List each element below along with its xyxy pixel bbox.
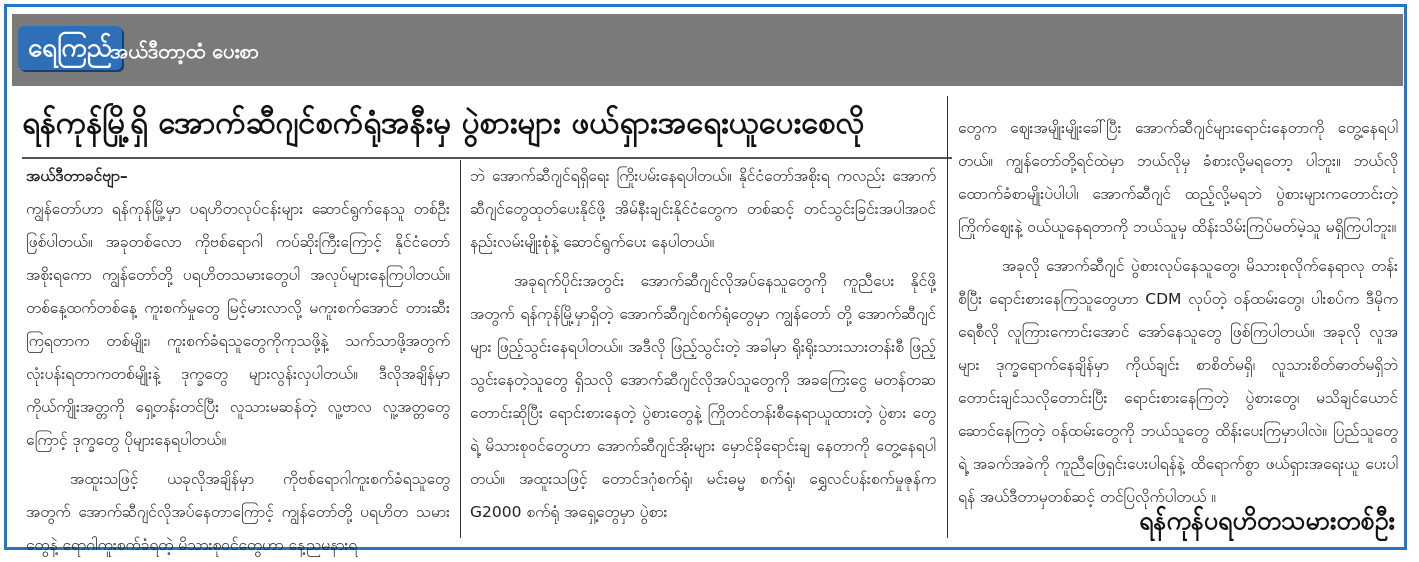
column-2 [470,160,936,538]
paragraph: အခုရက်ပိုင်းအတွင်း အောက်ဆီဂျင်လိုအပ်နေသူတွေကို ကူညီပေး နိုင်ဖို့အတွက် ရန်ကုန်မြို့မှာရှိတဲ့ အောက်ဆီဂျင်စက်ရုံတွေမှာ ကျွန်တော် တို့ အောက်ဆီဂျင်များ ဖြည့်သွင်းနေရပါတယ်။ အဒီလို ဖြည့်သွင်းတဲ့ အခါမှာ ရိုးရိုးသားသားတန်းစီ ဖြည့်သွင်းနေတဲ့သူတွေ ရှိသလို အောက်ဆီဂျင်လိုအပ်သူတွေကို အခကြေးငွေ မတန်တဆတောင်းဆိုပြီး ရောင်းစားနေတဲ့ ပွဲစားတွေနဲ့ ကြိုတင်တန်းစီနေရာယူထားတဲ့ ပွဲစား တွေရဲ့ မိသားစုဝင်တွေဟာ အောက်ဆီဂျင်အိုးများ မှောင်ခိုရောင်းချ နေတာကို တွေ့နေရပါတယ်။ အထူးသဖြင့် တောင်ဒဂုံစက်ရုံ၊ မင်းဓမ္မ စက်ရုံ၊ ရွှေလင်ပန်းစက်မှုဇုန်က G2000 စက်ရုံ အရှေ့တွေမှာ ပွဲစား [470,272,936,521]
paragraph: တွေက ဈေးအမျိုးမျိုးခေါ်ပြီး အောက်ဆီဂျင်များရောင်းနေတာကို တွေ့နေရပါတယ်။ ကျွန်တော်တို့ရင်ထဲမှာ ဘယ်လိုမှ ခံစားလို့မရတော့ ပါဘူး။ ဘယ်လို ထောက်ခံစာမျိုးပဲပါပါ၊ အောက်ဆီဂျင် ထည့်လို့မရဘဲ ပွဲစားများကတောင်းတဲ့ ကြိုက်ဈေးနဲ့ ဝယ်ယူနေရတာကို ဘယ်သူမှ ထိန်းသိမ်းကြပ်မတ်မဲ့သူ မရှိကြပါဘူး။ [958,119,1398,236]
letter-signature: ရန်ကုန်ပရဟိတသမားတစ်ဦး [1139,506,1395,535]
column-divider [460,160,461,538]
salutation: အယ်ဒီတာခင်ဗျာ– [26,167,128,185]
column-divider [947,96,948,538]
article-headline: ရန်ကုန်မြို့ရှိ အောက်ဆီဂျင်စက်ရုံအနီးမှ ပွဲစားများ ဖယ်ရှားအရေးယူပေးစေလို [22,105,865,141]
section-label: အယ်ဒီတာ့ထံ ပေးစာ [110,39,260,63]
newspaper-logo: ရေကြည် [18,26,122,70]
column-1 [26,160,450,554]
column-3 [958,112,1398,504]
headline-rule [22,157,952,159]
paragraph: ဘဲ အောက်ဆီဂျင်ရရှိရေး ကြိုးပမ်းနေရပါတယ်။ နိုင်ငံတော်အစိုးရ ကလည်း အောက်ဆီဂျင်တွေထုတ်ပေးနိုင်ဖို့ အိမ်နီးချင်းနိုင်ငံတွေက တစ်ဆင့် တင်သွင်းခြင်းအပါအဝင် နည်းလမ်းမျိုးစုံနဲ့ ဆောင်ရွက်ပေး နေပါတယ်။ [470,167,936,251]
paragraph: အခုလို အောက်ဆီဂျင် ပွဲစားလုပ်နေသူတွေ၊ မိသားစုလိုက်နေရာလု တန်းစီပြီး ရောင်းစားနေကြသူတွေဟာ CDM လုပ်တဲ့ ဝန်ထမ်းတွေ၊ ပါးစပ်က ဒီမိုကရေစီလို လူကြားကောင်းအောင် အော်နေသူတွေ ဖြစ်ကြပါတယ်။ အခုလို လူအများ ဒုက္ခရောက်နေချိန်မှာ ကိုယ်ချင်း စာစိတ်မရှိ၊ လူသားစိတ်ဓာတ်မရှိဘဲ တောင်းချင်သလိုတောင်းပြီး ရောင်းစားနေကြတဲ့ ပွဲစားတွေ၊ မသိချင်ယောင်ဆောင်နေကြတဲ့ ဝန်ထမ်းတွေကို ဘယ်သူတွေ ထိန်းပေးကြမှာပါလဲ။ ပြည်သူတွေရဲ့ အခက်အခဲကို ကူညီဖြေရှင်းပေးပါရန်နဲ့ ထိရောက်စွာ ဖယ်ရှားအရေးယူ ပေးပါရန် အယ်ဒီတာမှတစ်ဆင့် တင်ပြလိုက်ပါတယ် ။ [958,257,1398,506]
paragraph: ကျွန်တော်ဟာ ရန်ကုန်မြို့မှာ ပရဟိတလုပ်ငန်းများ ဆောင်ရွက်နေသူ တစ်ဦး ဖြစ်ပါတယ်။ အခုတစ်လော ကိုဗစ်ရောဂါ ကပ်ဆိုးကြီးကြောင့် နိုင်ငံတော်အစိုးရကော ကျွန်တော်တို့ ပရဟိတသမားတွေပါ အလုပ်များနေကြပါတယ်။ တစ်နေ့ထက်တစ်နေ့ ကူးစက်မှုတွေ မြင့်မားလာလို့ မကူးစက်အောင် တားဆီးကြရတာက တစ်မျိုး၊ ကူးစက်ခံရသူတွေကိုကုသဖို့နဲ့ သက်သာဖို့အတွက် လုံးပန်းရတာကတစ်မျိုးနဲ့ ဒုက္ခတွေ များလွန်းလှပါတယ်။ ဒီလိုအချိန်မှာ ကိုယ်ကျိုးအတ္တကို ရှေ့တန်းတင်ပြီး လူသားမဆန်တဲ့ လူ့ဗာလ လူ့အတ္တတွေကြောင့် ဒုက္ခတွေ ပိုများနေရပါတယ်။ [26,200,450,449]
paragraph: အထူးသဖြင့် ယခုလိုအချိန်မှာ ကိုဗစ်ရောဂါကူးစက်ခံရသူတွေ အတွက် အောက်ဆီဂျင်လိုအပ်နေတာကြောင့် ကျွန်တော်တို့ ပရဟိတ သမားတွေနဲ့ ရောဂါကူးစက်ခံရတဲ့ မိသားစုဝင်တွေဟာ နေ့ညမနားရ [26,470,450,554]
section-header [12,14,1403,86]
